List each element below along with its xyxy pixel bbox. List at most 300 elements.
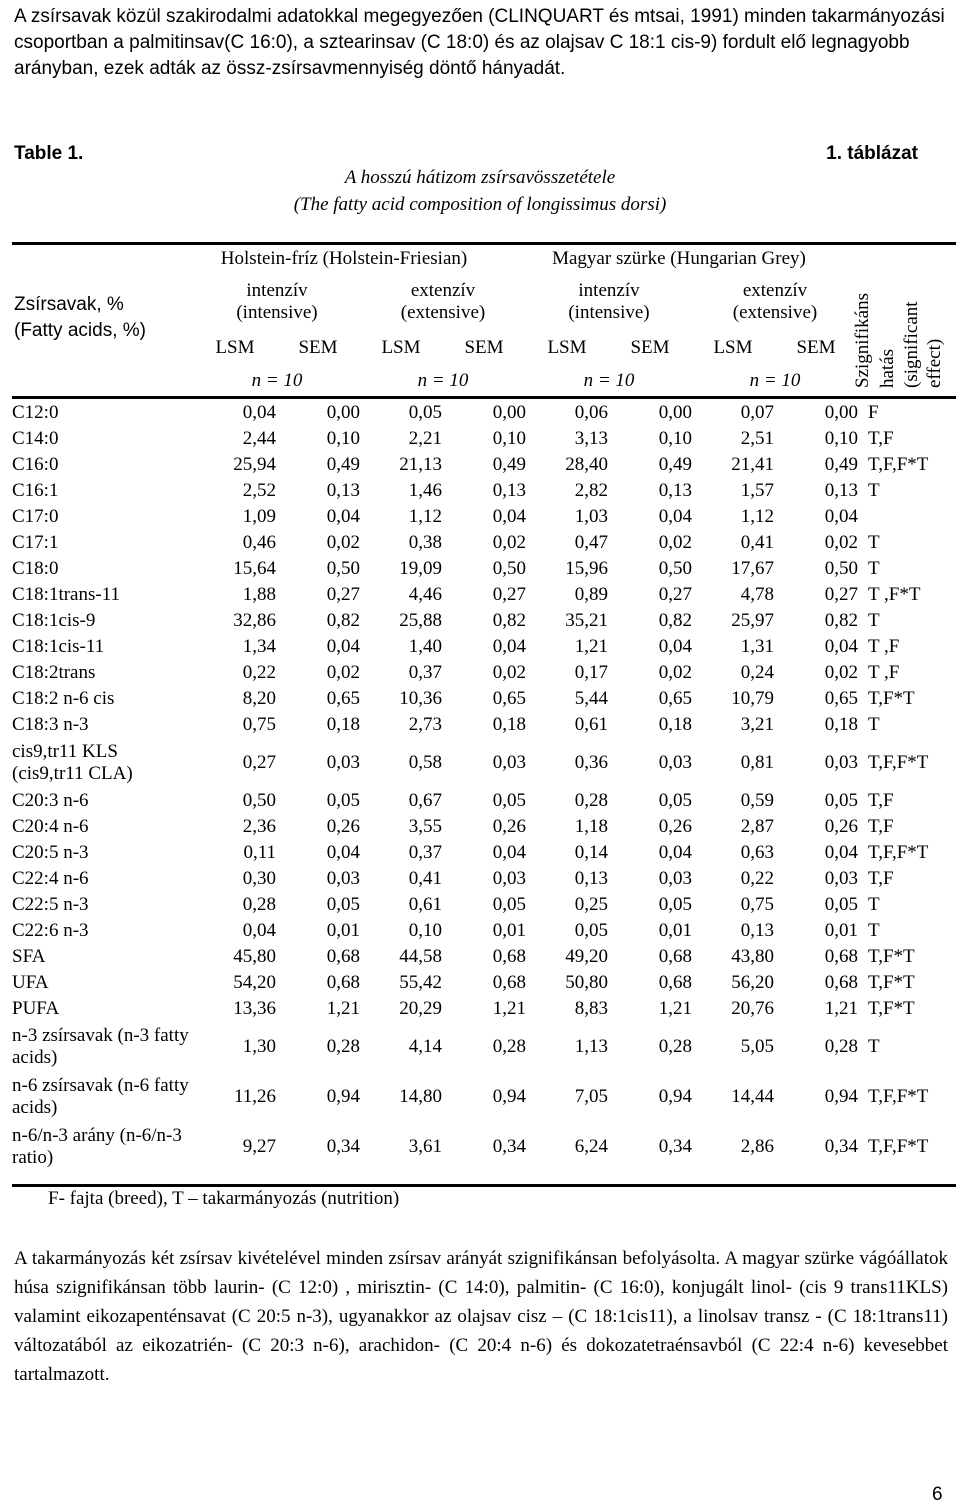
lsm-value: 2,86 [740, 1136, 774, 1157]
sem-value: 0,03 [824, 868, 858, 889]
row-label: cis9,tr11 KLS (cis9,tr11 CLA) [12, 741, 133, 784]
lsm-value: 3,55 [408, 816, 442, 837]
sem-value: 0,01 [658, 920, 692, 941]
lsm-value: 0,58 [408, 752, 442, 773]
row-label: C22:5 n-3 [12, 894, 89, 915]
table-label: Table 1. [14, 143, 84, 164]
table-row [12, 996, 928, 1022]
lsm-value: 0,22 [740, 868, 774, 889]
lsm-value: 9,27 [242, 1136, 276, 1157]
sem-value: 0,10 [326, 428, 360, 449]
row-label: PUFA [12, 998, 60, 1019]
lsm-value: 7,05 [574, 1086, 608, 1107]
sem-value: 0,27 [658, 584, 692, 605]
sem-value: 0,68 [492, 946, 526, 967]
table-row [12, 1122, 928, 1172]
lsm-value: 1,12 [408, 506, 442, 527]
sem-value: 0,28 [824, 1036, 858, 1057]
intro-paragraph: A zsírsavak közül szakirodalmi adatokkal megegyezően (CLINQUART és mtsai, 1991) minden takarmányozási csoportban a palmitinsav(C 16:0), a sztearinsav (C 18:0) és az olajsav C 18:1 cis-9) fordult elő legnagyobb arányban, ezek adták az össz-zsírsavmennyiség döntő hányadát. [14, 6, 945, 79]
sem-value: 0,04 [492, 636, 526, 657]
lsm-value: 0,06 [574, 402, 608, 423]
lsm-value: 2,21 [408, 428, 442, 449]
table-row [12, 866, 928, 892]
lsm-value: 19,09 [399, 558, 442, 579]
row-label: C18:1cis-11 [12, 636, 105, 657]
sem-value: 0,01 [492, 920, 526, 941]
lsm-value: 14,80 [399, 1086, 442, 1107]
row-label: UFA [12, 972, 49, 993]
lsm-value: 44,58 [399, 946, 442, 967]
sem-value: 0,01 [824, 920, 858, 941]
row-label: C20:3 n-6 [12, 790, 89, 811]
lsm-value: 50,80 [565, 972, 608, 993]
table-row [12, 634, 928, 660]
sem-header: SEM [464, 337, 504, 358]
lsm-value: 49,20 [565, 946, 608, 967]
n-header: n = 10 [251, 370, 303, 391]
lsm-value: 1,09 [242, 506, 276, 527]
table-row [12, 660, 928, 686]
sem-value: 0,18 [492, 714, 526, 735]
lsm-value: 1,46 [408, 480, 442, 501]
sem-value: 0,02 [658, 532, 692, 553]
sem-value: 0,28 [658, 1036, 692, 1057]
table-row [12, 918, 928, 944]
sem-value: 0,65 [824, 688, 858, 709]
lsm-value: 0,41 [740, 532, 774, 553]
lsm-value: 1,21 [574, 636, 608, 657]
table-row [12, 712, 928, 738]
lsm-value: 0,37 [408, 662, 442, 683]
lsm-value: 1,12 [740, 506, 774, 527]
row-label: n-6 zsírsavak (n-6 fatty acids) [12, 1075, 189, 1118]
lsm-value: 2,73 [408, 714, 442, 735]
table-row [12, 1022, 928, 1072]
lsm-value: 2,36 [242, 816, 276, 837]
sem-header: SEM [298, 337, 338, 358]
significance-value: T,F,F*T [868, 752, 929, 773]
lsm-value: 0,28 [242, 894, 276, 915]
sem-value: 0,03 [492, 752, 526, 773]
lsm-value: 56,20 [731, 972, 774, 993]
lsm-value: 35,21 [565, 610, 608, 631]
sem-value: 0,04 [326, 506, 360, 527]
sem-value: 0,02 [492, 662, 526, 683]
sem-value: 0,03 [658, 752, 692, 773]
n-header: n = 10 [417, 370, 469, 391]
lsm-value: 1,31 [740, 636, 774, 657]
lsm-value: 0,07 [740, 402, 774, 423]
lsm-value: 0,47 [574, 532, 608, 553]
sem-value: 0,26 [326, 816, 360, 837]
lsm-value: 25,94 [233, 454, 276, 475]
sem-value: 0,10 [824, 428, 858, 449]
sem-value: 0,00 [658, 402, 692, 423]
significance-value: T,F,F*T [868, 842, 929, 863]
sem-value: 0,34 [824, 1136, 858, 1157]
lsm-value: 1,30 [242, 1036, 276, 1057]
sem-value: 0,50 [492, 558, 526, 579]
significance-value: T ,F [868, 662, 900, 683]
sem-value: 0,18 [326, 714, 360, 735]
lsm-value: 54,20 [233, 972, 276, 993]
group-header-hf-extensive: extenzív (extensive) [400, 280, 486, 323]
significance-value: F [868, 402, 879, 423]
sig-header-2: hatás [877, 348, 898, 388]
sem-value: 0,10 [658, 428, 692, 449]
lsm-value: 0,13 [574, 868, 608, 889]
sem-value: 0,02 [492, 532, 526, 553]
lsm-value: 0,27 [242, 752, 276, 773]
table-caption-en: (The fatty acid composition of longissimus dorsi) [293, 194, 667, 215]
lsm-value: 10,79 [731, 688, 774, 709]
page-number: 6 [932, 1484, 943, 1505]
sem-value: 0,05 [492, 790, 526, 811]
lsm-value: 1,40 [408, 636, 442, 657]
n-header: n = 10 [749, 370, 801, 391]
sem-value: 0,05 [658, 790, 692, 811]
sem-value: 0,50 [824, 558, 858, 579]
lsm-value: 8,20 [242, 688, 276, 709]
sem-value: 0,65 [326, 688, 360, 709]
sem-value: 0,94 [658, 1086, 692, 1107]
lsm-value: 0,61 [408, 894, 442, 915]
breed-header-holstein: Holstein-fríz (Holstein-Friesian) [220, 248, 468, 269]
table-label-hu: 1. táblázat [826, 143, 918, 164]
sem-value: 0,13 [492, 480, 526, 501]
lsm-value: 0,11 [243, 842, 276, 863]
lsm-value: 21,13 [399, 454, 442, 475]
sig-header-1: Szignifikáns [852, 293, 873, 388]
sem-value: 1,21 [492, 998, 526, 1019]
sem-header: SEM [630, 337, 670, 358]
lsm-value: 1,88 [242, 584, 276, 605]
sem-value: 0,04 [326, 842, 360, 863]
lsm-value: 0,04 [242, 920, 276, 941]
lsm-value: 1,13 [574, 1036, 608, 1057]
lsm-value: 20,76 [731, 998, 774, 1019]
row-label: C16:1 [12, 480, 59, 501]
significance-value: T,F [868, 816, 894, 837]
table-row [12, 556, 928, 582]
lsm-value: 15,96 [565, 558, 608, 579]
lsm-value: 17,67 [731, 558, 774, 579]
sem-value: 0,82 [492, 610, 526, 631]
sem-value: 0,03 [326, 868, 360, 889]
table-footnote: F- fajta (breed), T – takarmányozás (nutrition) [48, 1188, 400, 1209]
table-top-rule [12, 242, 956, 245]
table-header-rule [12, 396, 956, 399]
sem-value: 0,94 [824, 1086, 858, 1107]
lsm-value: 0,63 [740, 842, 774, 863]
table-row [12, 608, 928, 634]
sem-value: 0,27 [824, 584, 858, 605]
group-header-mg-extensive: extenzív (extensive) [732, 280, 818, 323]
sem-value: 0,02 [326, 662, 360, 683]
table-row [12, 400, 928, 426]
sem-value: 1,21 [824, 998, 858, 1019]
lsm-header: LSM [381, 337, 421, 358]
lsm-value: 2,87 [740, 816, 774, 837]
lsm-value: 3,61 [408, 1136, 442, 1157]
sem-value: 0,13 [658, 480, 692, 501]
lsm-value: 0,24 [740, 662, 774, 683]
row-label-header-en: (Fatty acids, %) [14, 320, 146, 341]
lsm-value: 2,82 [574, 480, 608, 501]
lsm-value: 1,18 [574, 816, 608, 837]
table-body [12, 400, 928, 1172]
sem-value: 0,02 [824, 532, 858, 553]
sem-value: 0,34 [492, 1136, 526, 1157]
sem-value: 0,05 [326, 894, 360, 915]
sem-value: 0,03 [326, 752, 360, 773]
lsm-value: 0,05 [408, 402, 442, 423]
lsm-value: 4,46 [408, 584, 442, 605]
significance-value: T,F [868, 428, 894, 449]
lsm-value: 6,24 [574, 1136, 608, 1157]
sem-value: 0,13 [824, 480, 858, 501]
breed-header-grey: Magyar szürke (Hungarian Grey) [552, 248, 806, 269]
table-row [12, 582, 928, 608]
table-row [12, 814, 928, 840]
lsm-value: 0,46 [242, 532, 276, 553]
significance-value: T [868, 1036, 880, 1057]
table-row [12, 840, 928, 866]
lsm-value: 0,25 [574, 894, 608, 915]
lsm-value: 11,26 [233, 1086, 276, 1107]
lsm-value: 0,30 [242, 868, 276, 889]
sem-value: 0,05 [658, 894, 692, 915]
lsm-value: 25,88 [399, 610, 442, 631]
lsm-value: 0,75 [740, 894, 774, 915]
sem-value: 0,04 [658, 636, 692, 657]
sem-value: 0,02 [824, 662, 858, 683]
sem-value: 0,10 [492, 428, 526, 449]
significance-value: T,F [868, 868, 894, 889]
lsm-value: 3,21 [740, 714, 774, 735]
sem-value: 0,03 [658, 868, 692, 889]
lsm-value: 0,22 [242, 662, 276, 683]
lsm-value: 25,97 [731, 610, 774, 631]
row-label: SFA [12, 946, 46, 967]
significance-value: T,F [868, 790, 894, 811]
significance-value: T [868, 532, 880, 553]
sem-value: 0,26 [824, 816, 858, 837]
sem-value: 0,82 [326, 610, 360, 631]
sem-value: 0,65 [492, 688, 526, 709]
sem-value: 0,68 [326, 972, 360, 993]
lsm-value: 1,57 [740, 480, 774, 501]
lsm-value: 0,38 [408, 532, 442, 553]
sem-value: 0,04 [824, 636, 858, 657]
n-header: n = 10 [583, 370, 635, 391]
table-row [12, 530, 928, 556]
lsm-value: 0,28 [574, 790, 608, 811]
table-row [12, 686, 928, 712]
lsm-value: 3,13 [574, 428, 608, 449]
row-label: C18:3 n-3 [12, 714, 89, 735]
sem-value: 0,05 [824, 894, 858, 915]
fatty-acid-table [12, 400, 928, 1172]
significance-value: T [868, 480, 880, 501]
lsm-value: 2,44 [242, 428, 276, 449]
row-label: C16:0 [12, 454, 59, 475]
sem-value: 0,26 [492, 816, 526, 837]
sem-value: 0,04 [658, 842, 692, 863]
table-caption-hu: A hosszú hátizom zsírsavösszetétele [344, 167, 616, 188]
row-label: C22:4 n-6 [12, 868, 89, 889]
sem-value: 0,04 [492, 842, 526, 863]
sem-value: 0,00 [326, 402, 360, 423]
lsm-value: 4,14 [408, 1036, 442, 1057]
sem-value: 0,05 [326, 790, 360, 811]
lsm-value: 55,42 [399, 972, 442, 993]
lsm-value: 1,03 [574, 506, 608, 527]
significance-value: T,F*T [868, 998, 915, 1019]
table-row [12, 478, 928, 504]
table-row [12, 788, 928, 814]
sem-value: 0,82 [658, 610, 692, 631]
sem-value: 0,05 [492, 894, 526, 915]
sem-value: 0,49 [326, 454, 360, 475]
lsm-header: LSM [713, 337, 753, 358]
group-header-hf-intensive: intenzív (intensive) [236, 280, 318, 323]
lsm-value: 20,29 [399, 998, 442, 1019]
sem-value: 0,04 [658, 506, 692, 527]
sem-value: 0,03 [492, 868, 526, 889]
lsm-value: 21,41 [731, 454, 774, 475]
sem-value: 0,02 [326, 532, 360, 553]
lsm-value: 0,41 [408, 868, 442, 889]
sem-value: 0,49 [492, 454, 526, 475]
sem-value: 0,04 [824, 842, 858, 863]
table-row [12, 504, 928, 530]
significance-value: T [868, 558, 880, 579]
sem-value: 0,27 [326, 584, 360, 605]
group-header-mg-intensive: intenzív (intensive) [568, 280, 650, 323]
lsm-value: 0,67 [408, 790, 442, 811]
table-row [12, 970, 928, 996]
significance-value: T,F*T [868, 972, 915, 993]
row-label: C17:1 [12, 532, 59, 553]
sem-value: 0,04 [824, 506, 858, 527]
row-label: C18:2 n-6 cis [12, 688, 115, 709]
row-label: n-6/n-3 arány (n-6/n-3 ratio) [12, 1125, 182, 1168]
table-row [12, 1072, 928, 1122]
lsm-value: 28,40 [565, 454, 608, 475]
row-label: C18:0 [12, 558, 59, 579]
significance-value: T [868, 610, 880, 631]
table-row [12, 452, 928, 478]
lsm-value: 45,80 [233, 946, 276, 967]
significance-value: T ,F*T [868, 584, 921, 605]
lsm-value: 2,52 [242, 480, 276, 501]
significance-value: T ,F [868, 636, 900, 657]
significance-value: T [868, 894, 880, 915]
sem-value: 0,13 [326, 480, 360, 501]
row-label: C14:0 [12, 428, 59, 449]
sem-value: 0,27 [492, 584, 526, 605]
lsm-value: 32,86 [233, 610, 276, 631]
lsm-value: 15,64 [233, 558, 276, 579]
sem-value: 0,49 [824, 454, 858, 475]
lsm-value: 14,44 [731, 1086, 774, 1107]
sem-value: 0,02 [658, 662, 692, 683]
row-label-header-hu: Zsírsavak, % [14, 294, 124, 315]
sem-value: 0,68 [658, 946, 692, 967]
lsm-value: 0,05 [574, 920, 608, 941]
sem-value: 0,34 [658, 1136, 692, 1157]
row-label: C18:1trans-11 [12, 584, 121, 605]
lsm-header: LSM [215, 337, 255, 358]
lsm-value: 10,36 [399, 688, 442, 709]
sem-value: 0,04 [326, 636, 360, 657]
sem-value: 0,34 [326, 1136, 360, 1157]
lsm-value: 0,89 [574, 584, 608, 605]
sem-value: 0,00 [492, 402, 526, 423]
significance-value [858, 504, 928, 530]
row-label: n-3 zsírsavak (n-3 fatty acids) [12, 1025, 189, 1068]
sem-value: 0,94 [492, 1086, 526, 1107]
sem-value: 0,01 [326, 920, 360, 941]
sem-value: 0,50 [658, 558, 692, 579]
lsm-value: 0,13 [740, 920, 774, 941]
sig-header-4: effect) [924, 338, 945, 388]
significance-value: T,F,F*T [868, 454, 929, 475]
sem-value: 0,18 [824, 714, 858, 735]
sem-value: 0,28 [492, 1036, 526, 1057]
lsm-value: 0,04 [242, 402, 276, 423]
outro-paragraph: A takarmányozás két zsírsav kivételével minden zsírsav arányát szignifikánsan befolyásolta. A magyar szürke vágóállatok húsa szignifikánsan több laurin- (C 12:0) , mirisztin- (C 14:0), palmitin- (C 16:0), konjugált linol- (cis 9 trans11KLS) valamint eikozapenténsavat (C 20:5 n-3), ugyanakkor az olajsav cisz – (C 18:1cis11), a linolsav transz - (C 18:1trans11) változatából az eikozatrién- (C 20:3 n-6), arachidon- (C 20:4 n-6) és dokozatetraénsavból (C 22:4 n-6) kevesebbet tartalmazott. [14, 1248, 948, 1385]
lsm-value: 4,78 [740, 584, 774, 605]
sem-value: 0,50 [326, 558, 360, 579]
sem-value: 1,21 [326, 998, 360, 1019]
table-row [12, 944, 928, 970]
sem-value: 0,68 [824, 972, 858, 993]
sem-value: 0,28 [326, 1036, 360, 1057]
row-label: C18:1cis-9 [12, 610, 96, 631]
sem-value: 0,04 [492, 506, 526, 527]
lsm-value: 1,34 [242, 636, 276, 657]
sem-value: 0,03 [824, 752, 858, 773]
sem-value: 0,68 [326, 946, 360, 967]
lsm-value: 0,50 [242, 790, 276, 811]
sem-header: SEM [796, 337, 836, 358]
sem-value: 0,68 [824, 946, 858, 967]
significance-value: T,F*T [868, 688, 915, 709]
sem-value: 0,68 [492, 972, 526, 993]
sem-value: 0,26 [658, 816, 692, 837]
lsm-value: 5,44 [574, 688, 608, 709]
row-label: C17:0 [12, 506, 59, 527]
row-label: C22:6 n-3 [12, 920, 89, 941]
lsm-value: 0,36 [574, 752, 608, 773]
table-row [12, 892, 928, 918]
significance-value: T [868, 920, 880, 941]
sem-value: 0,65 [658, 688, 692, 709]
lsm-value: 2,51 [740, 428, 774, 449]
sem-value: 0,82 [824, 610, 858, 631]
significance-value: T [868, 714, 880, 735]
lsm-value: 0,75 [242, 714, 276, 735]
row-label: C20:4 n-6 [12, 816, 89, 837]
table-row [12, 738, 928, 788]
lsm-value: 8,83 [574, 998, 608, 1019]
lsm-value: 0,59 [740, 790, 774, 811]
lsm-value: 0,61 [574, 714, 608, 735]
sem-value: 0,00 [824, 402, 858, 423]
row-label-header [14, 292, 146, 344]
